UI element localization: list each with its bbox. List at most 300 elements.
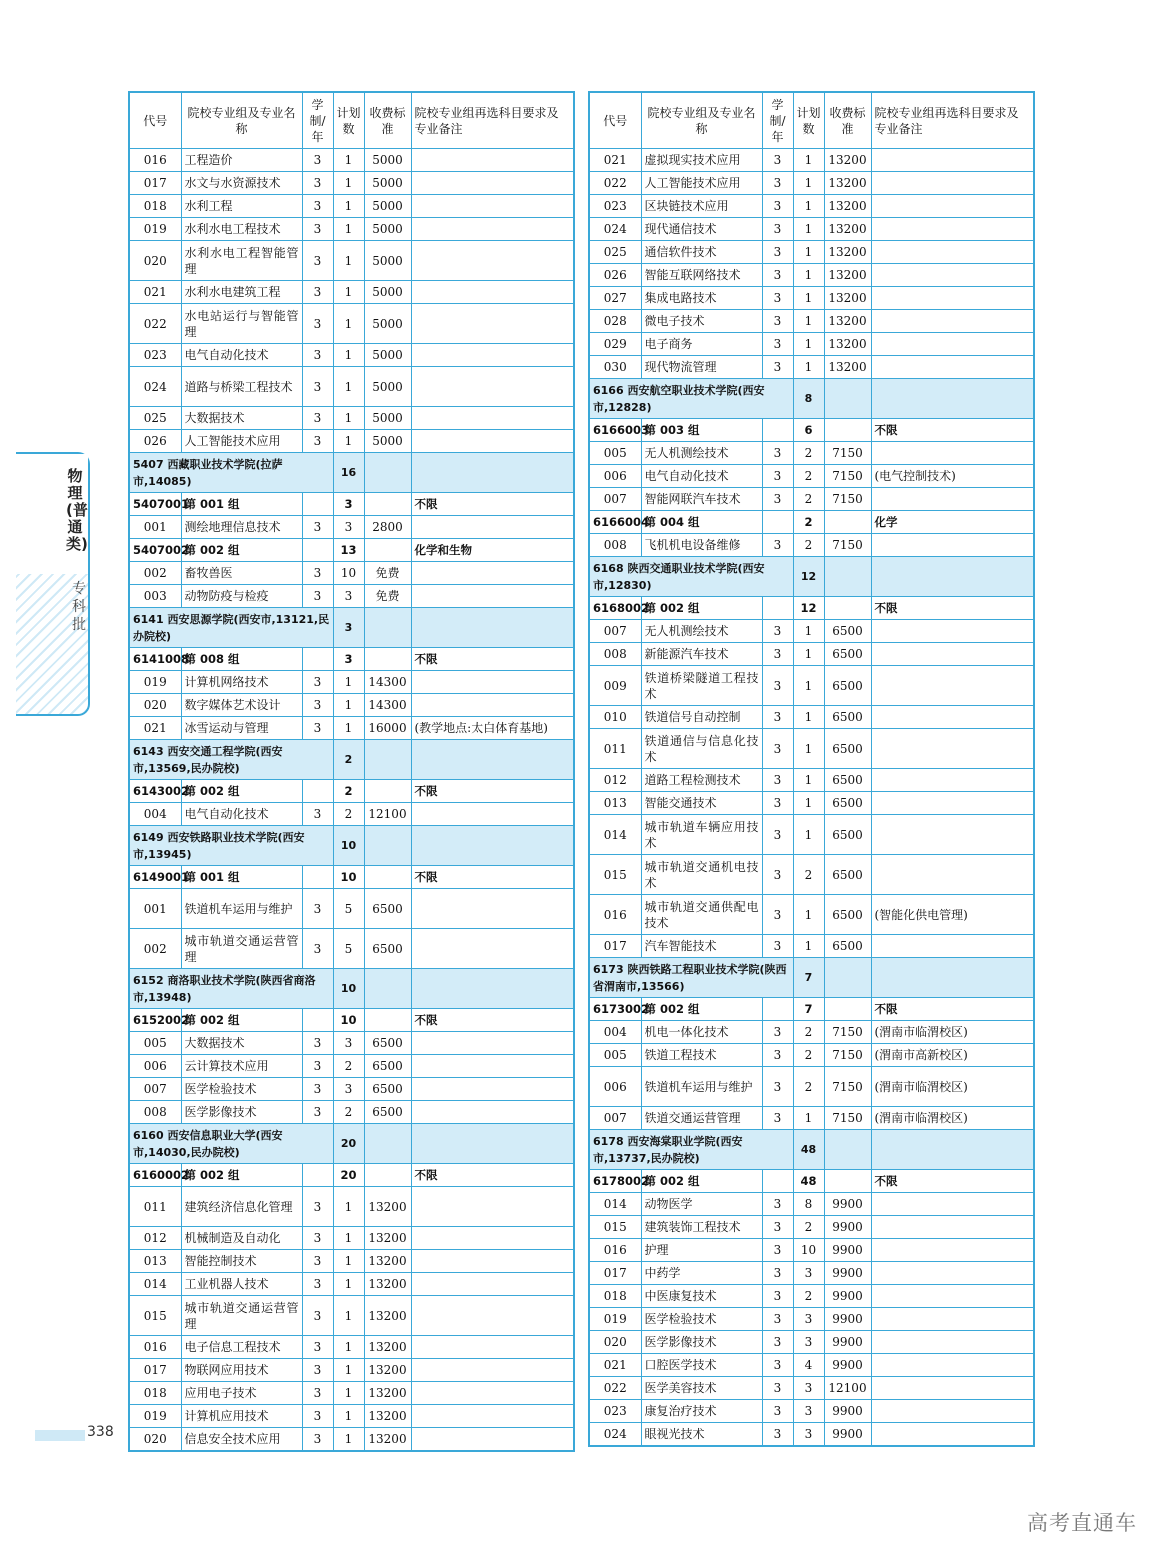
group-fee — [824, 1170, 871, 1193]
major-code: 007 — [129, 1078, 181, 1101]
major-name: 医学影像技术 — [181, 1101, 302, 1124]
major-name: 水利水电建筑工程 — [181, 281, 302, 304]
major-name: 机电一体化技术 — [641, 1021, 762, 1044]
group-plan: 7 — [793, 998, 824, 1021]
major-note — [411, 172, 574, 195]
group-code: 6178002 — [589, 1170, 641, 1193]
major-fee: 6500 — [364, 1078, 411, 1101]
major-code: 011 — [129, 1187, 181, 1227]
table-header — [129, 92, 574, 149]
major-code: 016 — [129, 1336, 181, 1359]
section-side-tab — [16, 452, 90, 716]
major-note — [411, 344, 574, 367]
major-name: 水文与水资源技术 — [181, 172, 302, 195]
major-note — [871, 855, 1034, 895]
major-code: 023 — [589, 1400, 641, 1423]
school-row — [129, 453, 574, 493]
major-note — [871, 643, 1034, 666]
major-note — [871, 935, 1034, 958]
group-subject-requirement: 化学和生物 — [411, 539, 574, 562]
major-years: 3 — [302, 1078, 333, 1101]
major-row — [589, 333, 1034, 356]
group-years — [762, 419, 793, 442]
major-years: 3 — [302, 1101, 333, 1124]
major-years: 3 — [762, 815, 793, 855]
group-subject-requirement: 不限 — [871, 998, 1034, 1021]
major-name: 铁道信号自动控制 — [641, 706, 762, 729]
group-code: 6166003 — [589, 419, 641, 442]
major-note — [871, 172, 1034, 195]
major-note — [411, 218, 574, 241]
major-years: 3 — [302, 1296, 333, 1336]
major-years: 3 — [762, 333, 793, 356]
major-code: 018 — [589, 1285, 641, 1308]
major-name: 医学检验技术 — [641, 1308, 762, 1331]
major-note: (渭南市临渭校区) — [871, 1021, 1034, 1044]
major-row — [589, 935, 1034, 958]
school-name: 6173 陕西铁路工程职业技术学院(陕西省渭南市,13566) — [589, 958, 793, 998]
major-years: 3 — [762, 1044, 793, 1067]
major-fee: 5000 — [364, 407, 411, 430]
major-plan: 1 — [333, 694, 364, 717]
major-code: 022 — [129, 304, 181, 344]
major-fee: 13200 — [824, 310, 871, 333]
major-code: 014 — [589, 1193, 641, 1216]
group-code: 6166004 — [589, 511, 641, 534]
group-row — [129, 780, 574, 803]
school-name: 6160 西安信息职业大学(西安市,14030,民办院校) — [129, 1124, 333, 1164]
major-plan: 1 — [333, 304, 364, 344]
major-plan: 1 — [333, 172, 364, 195]
major-row — [589, 1423, 1034, 1447]
major-years: 3 — [762, 1107, 793, 1130]
major-row — [589, 465, 1034, 488]
group-name: 第 002 组 — [181, 1009, 302, 1032]
major-row — [129, 1359, 574, 1382]
major-name: 水利工程 — [181, 195, 302, 218]
major-note — [871, 620, 1034, 643]
major-name: 铁道桥梁隧道工程技术 — [641, 666, 762, 706]
major-plan: 1 — [333, 149, 364, 172]
major-years: 3 — [302, 1055, 333, 1078]
major-name: 新能源汽车技术 — [641, 643, 762, 666]
major-plan: 3 — [793, 1262, 824, 1285]
group-code: 6152002 — [129, 1009, 181, 1032]
major-note — [871, 1331, 1034, 1354]
major-name: 道路与桥梁工程技术 — [181, 367, 302, 407]
group-row — [589, 998, 1034, 1021]
major-name: 铁道机车运用与维护 — [641, 1067, 762, 1107]
major-years: 3 — [762, 465, 793, 488]
major-fee: 13200 — [824, 149, 871, 172]
school-fee — [824, 379, 871, 419]
major-note: (渭南市临渭校区) — [871, 1107, 1034, 1130]
school-plan: 48 — [793, 1130, 824, 1170]
major-note — [871, 195, 1034, 218]
major-plan: 1 — [793, 149, 824, 172]
school-name: 6178 西安海棠职业学院(西安市,13737,民办院校) — [589, 1130, 793, 1170]
major-row — [589, 195, 1034, 218]
major-note — [411, 803, 574, 826]
major-name: 智能网联汽车技术 — [641, 488, 762, 511]
school-note — [871, 958, 1034, 998]
major-years: 3 — [302, 407, 333, 430]
major-code: 025 — [129, 407, 181, 430]
major-note — [411, 195, 574, 218]
major-row — [589, 1285, 1034, 1308]
major-years: 3 — [302, 1405, 333, 1428]
major-note — [411, 1227, 574, 1250]
major-name: 人工智能技术应用 — [641, 172, 762, 195]
group-subject-requirement: 不限 — [411, 1009, 574, 1032]
major-name: 无人机测绘技术 — [641, 620, 762, 643]
major-name: 大数据技术 — [181, 407, 302, 430]
major-fee: 9900 — [824, 1216, 871, 1239]
group-years — [762, 998, 793, 1021]
major-years: 3 — [762, 442, 793, 465]
major-fee: 5000 — [364, 281, 411, 304]
major-years: 3 — [302, 172, 333, 195]
school-row — [589, 1130, 1034, 1170]
group-code: 6160002 — [129, 1164, 181, 1187]
major-name: 计算机应用技术 — [181, 1405, 302, 1428]
major-name: 机械制造及自动化 — [181, 1227, 302, 1250]
school-plan: 3 — [333, 608, 364, 648]
major-fee: 6500 — [824, 792, 871, 815]
major-note — [411, 562, 574, 585]
major-plan: 1 — [793, 895, 824, 935]
major-years: 3 — [762, 1067, 793, 1107]
major-plan: 1 — [333, 407, 364, 430]
major-name: 建筑经济信息化管理 — [181, 1187, 302, 1227]
major-note — [871, 1285, 1034, 1308]
school-fee — [364, 453, 411, 493]
major-fee: 13200 — [364, 1273, 411, 1296]
group-plan: 2 — [793, 511, 824, 534]
school-plan: 12 — [793, 557, 824, 597]
major-years: 3 — [762, 1400, 793, 1423]
major-row — [589, 1308, 1034, 1331]
major-years: 3 — [302, 1428, 333, 1452]
school-fee — [364, 608, 411, 648]
major-row — [589, 264, 1034, 287]
major-fee: 9900 — [824, 1423, 871, 1447]
enrollment-table-right — [588, 91, 1035, 1447]
major-note — [411, 694, 574, 717]
group-plan: 12 — [793, 597, 824, 620]
major-name: 物联网应用技术 — [181, 1359, 302, 1382]
major-name: 铁道通信与信息化技术 — [641, 729, 762, 769]
major-row — [129, 694, 574, 717]
group-plan: 20 — [333, 1164, 364, 1187]
major-plan: 1 — [333, 344, 364, 367]
major-years: 3 — [302, 1250, 333, 1273]
major-code: 020 — [129, 694, 181, 717]
major-fee: 6500 — [824, 935, 871, 958]
major-row — [129, 367, 574, 407]
major-plan: 1 — [793, 620, 824, 643]
school-plan: 16 — [333, 453, 364, 493]
group-row — [129, 539, 574, 562]
major-years: 3 — [302, 929, 333, 969]
major-note — [411, 1359, 574, 1382]
major-row — [129, 1382, 574, 1405]
major-plan: 1 — [793, 729, 824, 769]
major-code: 017 — [589, 1262, 641, 1285]
major-code: 020 — [589, 1331, 641, 1354]
major-years: 3 — [302, 1227, 333, 1250]
school-row — [589, 379, 1034, 419]
major-code: 029 — [589, 333, 641, 356]
major-name: 电子信息工程技术 — [181, 1336, 302, 1359]
major-years: 3 — [762, 666, 793, 706]
major-code: 019 — [129, 671, 181, 694]
major-row — [129, 281, 574, 304]
school-fee — [364, 969, 411, 1009]
major-note — [411, 1250, 574, 1273]
major-years: 3 — [762, 264, 793, 287]
major-plan: 1 — [793, 769, 824, 792]
major-name: 飞机机电设备维修 — [641, 534, 762, 557]
major-code: 004 — [589, 1021, 641, 1044]
major-plan: 1 — [793, 706, 824, 729]
major-row — [129, 1428, 574, 1452]
major-note: (电气控制技术) — [871, 465, 1034, 488]
major-fee: 5000 — [364, 149, 411, 172]
major-years: 3 — [762, 1285, 793, 1308]
major-row — [129, 195, 574, 218]
major-note: (渭南市临渭校区) — [871, 1067, 1034, 1107]
major-note: (渭南市高新校区) — [871, 1044, 1034, 1067]
major-name: 城市轨道交通运营管理 — [181, 929, 302, 969]
major-row — [589, 287, 1034, 310]
header-name: 院校专业组及专业名称 — [641, 92, 762, 149]
major-years: 3 — [762, 1354, 793, 1377]
major-plan: 2 — [793, 1021, 824, 1044]
group-fee — [364, 493, 411, 516]
group-name: 第 003 组 — [641, 419, 762, 442]
major-name: 医学美容技术 — [641, 1377, 762, 1400]
school-row — [129, 969, 574, 1009]
major-note — [871, 1262, 1034, 1285]
major-note — [411, 1428, 574, 1452]
major-code: 017 — [129, 1359, 181, 1382]
major-fee: 6500 — [364, 1101, 411, 1124]
major-fee: 6500 — [824, 706, 871, 729]
major-code: 010 — [589, 706, 641, 729]
major-years: 3 — [762, 895, 793, 935]
major-fee: 13200 — [364, 1296, 411, 1336]
major-fee: 7150 — [824, 442, 871, 465]
major-code: 021 — [589, 1354, 641, 1377]
major-fee: 9900 — [824, 1262, 871, 1285]
major-name: 电气自动化技术 — [181, 803, 302, 826]
group-years — [302, 648, 333, 671]
group-code: 6143002 — [129, 780, 181, 803]
major-plan: 3 — [333, 1078, 364, 1101]
major-fee: 5000 — [364, 218, 411, 241]
major-fee: 14300 — [364, 694, 411, 717]
major-fee: 6500 — [824, 620, 871, 643]
major-note — [411, 585, 574, 608]
school-note — [411, 969, 574, 1009]
major-plan: 1 — [793, 195, 824, 218]
group-code: 6168002 — [589, 597, 641, 620]
group-years — [302, 780, 333, 803]
major-name: 电气自动化技术 — [641, 465, 762, 488]
major-years: 3 — [302, 218, 333, 241]
school-note — [871, 379, 1034, 419]
school-name: 6149 西安铁路职业技术学院(西安市,13945) — [129, 826, 333, 866]
major-plan: 5 — [333, 889, 364, 929]
major-years: 3 — [762, 1423, 793, 1447]
group-plan: 3 — [333, 648, 364, 671]
major-code: 013 — [129, 1250, 181, 1273]
group-name: 第 002 组 — [181, 539, 302, 562]
major-fee: 7150 — [824, 534, 871, 557]
major-code: 001 — [129, 889, 181, 929]
group-name: 第 002 组 — [641, 1170, 762, 1193]
major-name: 医学影像技术 — [641, 1331, 762, 1354]
group-fee — [364, 1009, 411, 1032]
group-name: 第 002 组 — [181, 780, 302, 803]
major-years: 3 — [302, 562, 333, 585]
major-row — [129, 585, 574, 608]
major-plan: 1 — [333, 1336, 364, 1359]
major-name: 大数据技术 — [181, 1032, 302, 1055]
major-note — [411, 1296, 574, 1336]
major-code: 016 — [589, 1239, 641, 1262]
major-fee: 7150 — [824, 488, 871, 511]
header-plan: 计划数 — [333, 92, 364, 149]
major-plan: 2 — [793, 534, 824, 557]
major-code: 020 — [129, 241, 181, 281]
major-name: 城市轨道交通机电技术 — [641, 855, 762, 895]
major-years: 3 — [762, 769, 793, 792]
major-fee: 9900 — [824, 1331, 871, 1354]
header-years: 学制/年 — [762, 92, 793, 149]
group-fee — [364, 1164, 411, 1187]
major-fee: 13200 — [824, 195, 871, 218]
major-years: 3 — [302, 803, 333, 826]
major-name: 虚拟现实技术应用 — [641, 149, 762, 172]
major-code: 005 — [589, 442, 641, 465]
major-plan: 2 — [793, 1216, 824, 1239]
major-code: 009 — [589, 666, 641, 706]
major-years: 3 — [762, 534, 793, 557]
major-note — [871, 1193, 1034, 1216]
major-plan: 1 — [333, 195, 364, 218]
major-note — [411, 889, 574, 929]
major-fee: 14300 — [364, 671, 411, 694]
header-note: 院校专业组再选科目要求及专业备注 — [411, 92, 574, 149]
major-note — [411, 1187, 574, 1227]
school-fee — [364, 1124, 411, 1164]
major-row — [129, 304, 574, 344]
major-name: 信息安全技术应用 — [181, 1428, 302, 1452]
major-code: 002 — [129, 929, 181, 969]
major-name: 动物防疫与检疫 — [181, 585, 302, 608]
major-row — [129, 1296, 574, 1336]
group-plan: 13 — [333, 539, 364, 562]
major-fee: 13200 — [824, 172, 871, 195]
major-plan: 1 — [793, 241, 824, 264]
major-note — [411, 281, 574, 304]
major-note — [411, 671, 574, 694]
major-name: 铁道工程技术 — [641, 1044, 762, 1067]
group-fee — [824, 419, 871, 442]
major-code: 023 — [129, 344, 181, 367]
group-row — [129, 1009, 574, 1032]
major-name: 工业机器人技术 — [181, 1273, 302, 1296]
school-fee — [824, 557, 871, 597]
major-code: 019 — [589, 1308, 641, 1331]
major-years: 3 — [762, 172, 793, 195]
major-plan: 3 — [793, 1377, 824, 1400]
school-note — [871, 1130, 1034, 1170]
major-code: 001 — [129, 516, 181, 539]
major-code: 028 — [589, 310, 641, 333]
major-name: 智能互联网络技术 — [641, 264, 762, 287]
major-note — [871, 442, 1034, 465]
major-years: 3 — [762, 241, 793, 264]
major-row — [129, 889, 574, 929]
school-name: 6166 西安航空职业技术学院(西安市,12828) — [589, 379, 793, 419]
major-years: 3 — [762, 218, 793, 241]
major-code: 027 — [589, 287, 641, 310]
major-row — [129, 1055, 574, 1078]
major-fee: 7150 — [824, 1021, 871, 1044]
group-fee — [824, 511, 871, 534]
major-code: 021 — [129, 281, 181, 304]
major-name: 工程造价 — [181, 149, 302, 172]
major-plan: 1 — [333, 218, 364, 241]
major-code: 022 — [589, 172, 641, 195]
major-fee: 6500 — [824, 769, 871, 792]
major-code: 017 — [589, 935, 641, 958]
major-note — [871, 1400, 1034, 1423]
major-name: 康复治疗技术 — [641, 1400, 762, 1423]
major-row — [129, 803, 574, 826]
header-code: 代号 — [129, 92, 181, 149]
major-years: 3 — [302, 585, 333, 608]
major-years: 3 — [762, 620, 793, 643]
major-years: 3 — [762, 1377, 793, 1400]
major-plan: 3 — [793, 1308, 824, 1331]
major-code: 012 — [589, 769, 641, 792]
major-code: 007 — [589, 620, 641, 643]
major-name: 动物医学 — [641, 1193, 762, 1216]
group-years — [302, 866, 333, 889]
major-row — [129, 1405, 574, 1428]
major-plan: 1 — [793, 935, 824, 958]
major-row — [129, 218, 574, 241]
major-plan: 3 — [793, 1331, 824, 1354]
major-fee: 6500 — [824, 666, 871, 706]
major-years: 3 — [762, 855, 793, 895]
group-fee — [364, 539, 411, 562]
major-code: 024 — [589, 1423, 641, 1447]
major-row — [129, 1250, 574, 1273]
major-name: 城市轨道交通运营管理 — [181, 1296, 302, 1336]
major-fee: 2800 — [364, 516, 411, 539]
major-years: 3 — [762, 1216, 793, 1239]
major-row — [589, 310, 1034, 333]
watermark: 高考直通车 — [1027, 1511, 1137, 1535]
major-fee: 5000 — [364, 430, 411, 453]
major-years: 3 — [762, 1193, 793, 1216]
major-plan: 1 — [333, 367, 364, 407]
